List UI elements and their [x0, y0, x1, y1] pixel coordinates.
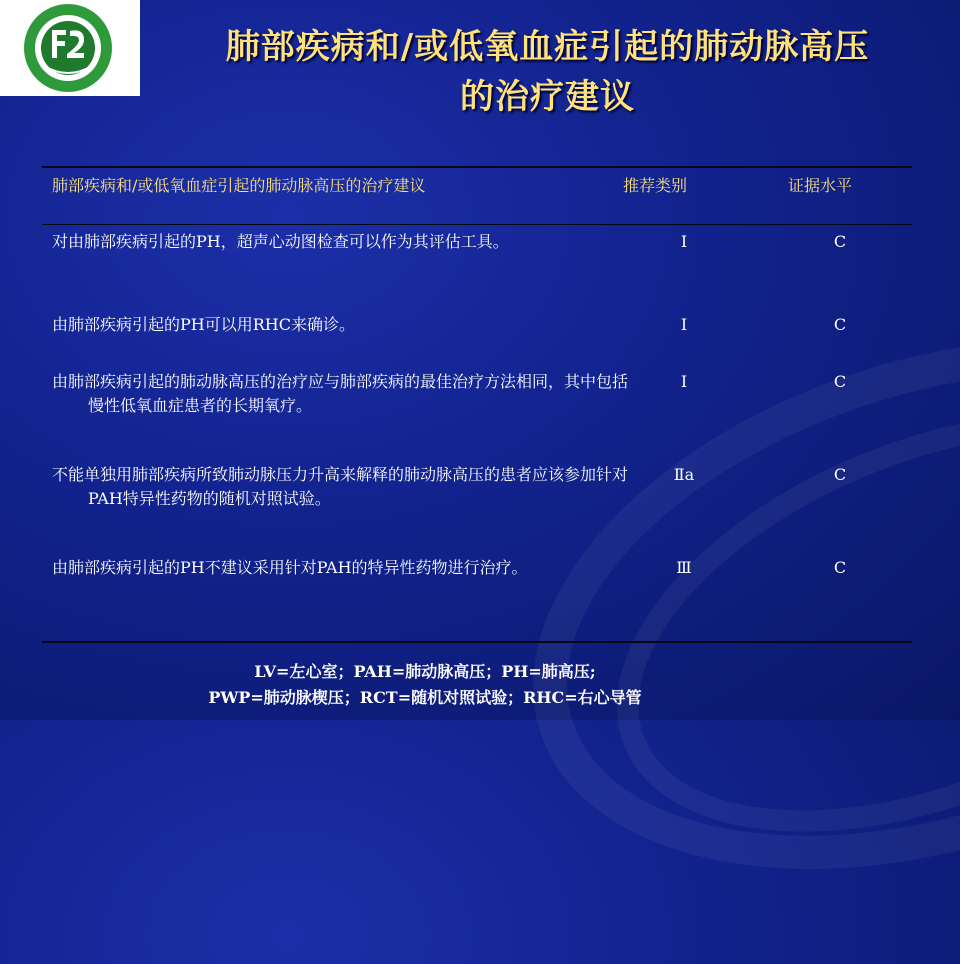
evidence-level: C — [833, 465, 847, 484]
recommendation-class: Ⅲ — [676, 558, 692, 577]
table-header-rule — [42, 224, 912, 225]
abbreviations-footnote — [0, 659, 850, 711]
evidence-level: C — [833, 315, 847, 334]
evidence-level: C — [833, 372, 847, 391]
recommendation-text: 由肺部疾病引起的PH不建议采用针对PAH的特异性药物进行治疗。 — [52, 558, 528, 577]
table-row — [52, 463, 912, 511]
footnote-line-1: LV=左心室；PAH=肺动脉高压；PH=肺高压; — [254, 662, 596, 681]
header-class: 推荐类别 — [622, 176, 687, 195]
footnote-line-2: PWP=肺动脉楔压；RCT=随机对照试验；RHC=右心导管 — [208, 688, 642, 707]
table-row — [52, 230, 912, 254]
recommendation-class: Ⅰ — [680, 315, 688, 334]
header-level: 证据水平 — [787, 176, 852, 195]
recommendation-class: Ⅱa — [673, 465, 695, 484]
recommendation-text: 由肺部疾病引起的PH可以用RHC来确诊。 — [52, 315, 355, 334]
table-row — [52, 370, 912, 418]
table-row — [52, 556, 912, 580]
recommendation-class: Ⅰ — [680, 372, 688, 391]
recommendation-text: 不能单独用肺部疾病所致肺动脉压力升高来解释的肺动脉高压的患者应该参加针对PAH特异性药物的随机对照试验。 — [52, 465, 629, 508]
hospital-emblem-icon — [0, 0, 140, 96]
header-recommendation: 肺部疾病和/或低氧血症引起的肺动脉高压的治疗建议 — [52, 176, 426, 195]
page-title — [145, 22, 950, 122]
table-bottom-rule — [42, 641, 912, 643]
recommendation-text: 对由肺部疾病引起的PH，超声心动图检查可以作为其评估工具。 — [52, 232, 509, 251]
table-top-rule — [42, 166, 912, 168]
evidence-level: C — [833, 558, 847, 577]
title-line-1: 肺部疾病和/或低氧血症引起的肺动脉高压 — [225, 27, 870, 67]
recommendation-class: Ⅰ — [680, 232, 688, 251]
logo — [0, 0, 140, 96]
evidence-level: C — [833, 232, 847, 251]
recommendation-text: 由肺部疾病引起的肺动脉高压的治疗应与肺部疾病的最佳治疗方法相同，其中包括慢性低氧血症患者的长期氧疗。 — [52, 372, 629, 415]
table-row — [52, 313, 912, 337]
title-line-2: 的治疗建议 — [460, 77, 635, 117]
